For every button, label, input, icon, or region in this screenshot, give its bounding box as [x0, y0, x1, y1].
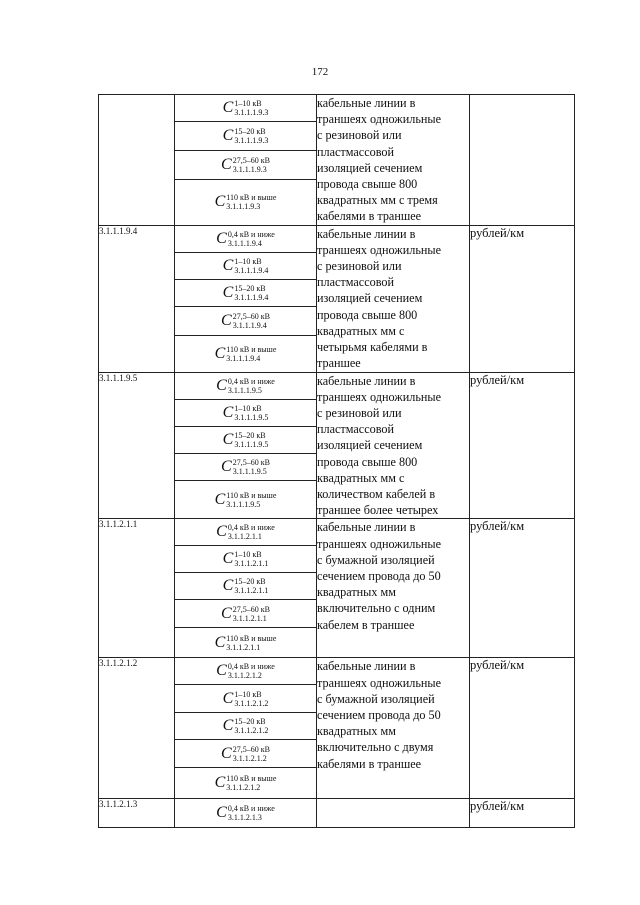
symbol-letter: C: [214, 193, 226, 211]
rate-symbol: [175, 95, 316, 121]
symbol-letter: C: [214, 344, 226, 362]
code-subscript: 3.1.1.2.1.2: [232, 753, 267, 763]
rate-symbol: [175, 713, 316, 739]
rate-symbol: [175, 658, 316, 684]
rate-symbol: [175, 799, 316, 827]
row-description: кабельные линии в траншеях одножильные с резиновой или пластмассовой изоляцией сечением провода свыше 800 квадратных мм с четырьмя кабелями в траншее: [317, 225, 470, 372]
rate-symbol: [175, 400, 316, 426]
rate-symbol: [175, 740, 316, 767]
voltage-superscript: 0,4 кВ и ниже: [227, 229, 275, 239]
row-unit: рублей/км: [470, 799, 575, 828]
voltage-superscript: 110 кВ и выше: [226, 490, 277, 500]
rate-symbol-cell: [175, 799, 317, 828]
table-row: [99, 225, 575, 252]
voltage-superscript: 0,4 кВ и ниже: [227, 804, 275, 814]
rate-symbol-cell: [175, 95, 317, 122]
row-code: 3.1.1.2.1.3: [99, 799, 175, 828]
rate-symbol: [175, 628, 316, 657]
symbol-letter: C: [222, 99, 234, 117]
code-subscript: 3.1.1.1.9.4: [232, 320, 267, 330]
voltage-superscript: 110 кВ и выше: [226, 193, 277, 203]
voltage-superscript: 110 кВ и выше: [226, 774, 277, 784]
code-subscript: 3.1.1.2.1.3: [227, 813, 262, 823]
rate-symbol-cell: [175, 658, 317, 685]
voltage-superscript: 15–20 кВ: [234, 717, 266, 727]
rate-symbol: [175, 307, 316, 335]
rate-symbol-cell: [175, 225, 317, 252]
voltage-superscript: 1–10 кВ: [234, 689, 262, 699]
voltage-superscript: 1–10 кВ: [234, 550, 262, 560]
code-subscript: 3.1.1.1.9.5: [234, 412, 269, 422]
rate-symbol-cell: [175, 306, 317, 335]
row-code: 3.1.1.1.9.4: [99, 225, 175, 372]
code-subscript: 3.1.1.1.9.5: [226, 499, 261, 509]
rate-symbol-cell: [175, 573, 317, 600]
symbol-letter: C: [216, 804, 227, 822]
voltage-superscript: 27,5–60 кВ: [232, 458, 270, 468]
symbol-letter: C: [216, 376, 227, 394]
voltage-superscript: 27,5–60 кВ: [232, 311, 270, 321]
symbol-letter: C: [216, 523, 227, 541]
rate-symbol: [175, 546, 316, 572]
code-subscript: 3.1.1.1.9.5: [234, 439, 269, 449]
symbol-letter: C: [222, 689, 234, 707]
row-code: [99, 95, 175, 226]
rate-symbol-cell: [175, 399, 317, 426]
symbol-letter: C: [216, 662, 227, 680]
symbol-letter: C: [222, 256, 234, 274]
rate-symbol-cell: [175, 713, 317, 740]
rate-symbol-cell: [175, 180, 317, 226]
code-subscript: 3.1.1.1.9.4: [234, 265, 269, 275]
voltage-superscript: 27,5–60 кВ: [232, 744, 270, 754]
row-description: кабельные линии в траншеях одножильные с резиновой или пластмассовой изоляцией сечением провода свыше 800 квадратных мм с количеством кабелей в траншее более четырех: [317, 372, 470, 519]
rate-symbol-cell: [175, 372, 317, 399]
symbol-letter: C: [221, 458, 232, 476]
rate-symbol: [175, 336, 316, 372]
rate-symbol: [175, 180, 316, 225]
row-code: 3.1.1.2.1.1: [99, 519, 175, 658]
code-subscript: 3.1.1.2.1.2: [234, 726, 269, 736]
symbol-letter: C: [221, 744, 232, 762]
rate-symbol: [175, 280, 316, 306]
rate-symbol: [175, 600, 316, 627]
row-description: кабельные линии в траншеях одножильные с бумажной изоляцией сечением провода до 50 квадратных мм включительно с двумя кабелями в траншее: [317, 658, 470, 799]
rate-symbol-cell: [175, 519, 317, 546]
rate-symbol-cell: [175, 454, 317, 481]
table-row: [99, 95, 575, 122]
table-row: [99, 799, 575, 828]
code-subscript: 3.1.1.2.1.1: [232, 613, 267, 623]
rate-symbol-cell: [175, 546, 317, 573]
row-unit: рублей/км: [470, 372, 575, 519]
rate-symbol-cell: [175, 335, 317, 372]
rate-symbol: [175, 427, 316, 453]
symbol-letter: C: [222, 283, 234, 301]
voltage-superscript: 0,4 кВ и ниже: [227, 662, 275, 672]
voltage-superscript: 110 кВ и выше: [226, 344, 277, 354]
voltage-superscript: 0,4 кВ и ниже: [227, 523, 275, 533]
row-unit: рублей/км: [470, 519, 575, 658]
symbol-letter: C: [221, 311, 232, 329]
rate-symbol: [175, 226, 316, 252]
tariff-table: [98, 94, 575, 828]
voltage-superscript: 1–10 кВ: [234, 403, 262, 413]
code-subscript: 3.1.1.2.1.2: [226, 783, 261, 793]
voltage-superscript: 27,5–60 кВ: [232, 155, 270, 165]
rate-symbol: [175, 454, 316, 480]
symbol-letter: C: [216, 229, 227, 247]
code-subscript: 3.1.1.1.9.5: [227, 385, 262, 395]
symbol-letter: C: [214, 633, 226, 651]
code-subscript: 3.1.1.1.9.3: [234, 108, 269, 118]
row-code: 3.1.1.2.1.2: [99, 658, 175, 799]
voltage-superscript: 1–10 кВ: [234, 99, 262, 109]
rate-symbol: [175, 151, 316, 179]
rate-symbol-cell: [175, 481, 317, 519]
row-unit: рублей/км: [470, 225, 575, 372]
code-subscript: 3.1.1.1.9.4: [234, 292, 269, 302]
rate-symbol: [175, 481, 316, 518]
code-subscript: 3.1.1.1.9.3: [226, 202, 261, 212]
rate-symbol: [175, 253, 316, 279]
symbol-letter: C: [222, 430, 234, 448]
code-subscript: 3.1.1.2.1.1: [234, 559, 269, 569]
row-unit: [470, 95, 575, 226]
code-subscript: 3.1.1.2.1.2: [234, 698, 269, 708]
voltage-superscript: 0,4 кВ и ниже: [227, 376, 275, 386]
rate-symbol-cell: [175, 600, 317, 628]
rate-symbol: [175, 519, 316, 545]
rate-symbol-cell: [175, 279, 317, 306]
rate-symbol: [175, 768, 316, 798]
code-subscript: 3.1.1.1.9.4: [226, 353, 261, 363]
page-number: 172: [311, 66, 329, 78]
row-code: 3.1.1.1.9.5: [99, 372, 175, 519]
code-subscript: 3.1.1.2.1.1: [227, 532, 262, 542]
code-subscript: 3.1.1.1.9.3: [232, 164, 267, 174]
row-unit: рублей/км: [470, 658, 575, 799]
tariff-table-body: [99, 95, 575, 828]
symbol-letter: C: [222, 550, 234, 568]
row-description: кабельные линии в траншеях одножильные с резиновой или пластмассовой изоляцией сечением провода свыше 800 квадратных мм с тремя кабелями в траншее: [317, 95, 470, 226]
table-row: [99, 372, 575, 399]
voltage-superscript: 15–20 кВ: [234, 430, 266, 440]
table-row: [99, 519, 575, 546]
rate-symbol-cell: [175, 426, 317, 453]
code-subscript: 3.1.1.1.9.5: [232, 467, 267, 477]
rate-symbol: [175, 685, 316, 712]
rate-symbol-cell: [175, 740, 317, 768]
voltage-superscript: 1–10 кВ: [234, 256, 262, 266]
voltage-superscript: 15–20 кВ: [234, 127, 266, 136]
table-row: [99, 658, 575, 685]
rate-symbol: [175, 122, 316, 149]
rate-symbol-cell: [175, 628, 317, 658]
rate-symbol-cell: [175, 252, 317, 279]
symbol-letter: C: [221, 155, 232, 173]
rate-symbol-cell: [175, 122, 317, 150]
symbol-letter: C: [222, 127, 234, 144]
rate-symbol: [175, 573, 316, 599]
voltage-superscript: 15–20 кВ: [234, 283, 266, 293]
voltage-superscript: 110 кВ и выше: [226, 633, 277, 643]
voltage-superscript: 15–20 кВ: [234, 577, 266, 587]
rate-symbol-cell: [175, 685, 317, 713]
symbol-letter: C: [214, 774, 226, 792]
rate-symbol: [175, 373, 316, 399]
row-description: кабельные линии в траншеях одножильные с бумажной изоляцией сечением провода до 50 квадратных мм включительно с одним кабелем в траншее: [317, 519, 470, 658]
rate-symbol-cell: [175, 150, 317, 179]
code-subscript: 3.1.1.2.1.1: [226, 642, 261, 652]
symbol-letter: C: [214, 490, 226, 508]
code-subscript: 3.1.1.2.1.2: [227, 671, 262, 681]
symbol-letter: C: [222, 577, 234, 595]
symbol-letter: C: [222, 717, 234, 735]
code-subscript: 3.1.1.1.9.3: [234, 136, 269, 145]
row-description: [317, 799, 470, 828]
code-subscript: 3.1.1.2.1.1: [234, 586, 269, 596]
rate-symbol-cell: [175, 768, 317, 799]
symbol-letter: C: [221, 604, 232, 622]
code-subscript: 3.1.1.1.9.4: [227, 238, 262, 248]
symbol-letter: C: [222, 403, 234, 421]
voltage-superscript: 27,5–60 кВ: [232, 604, 270, 614]
